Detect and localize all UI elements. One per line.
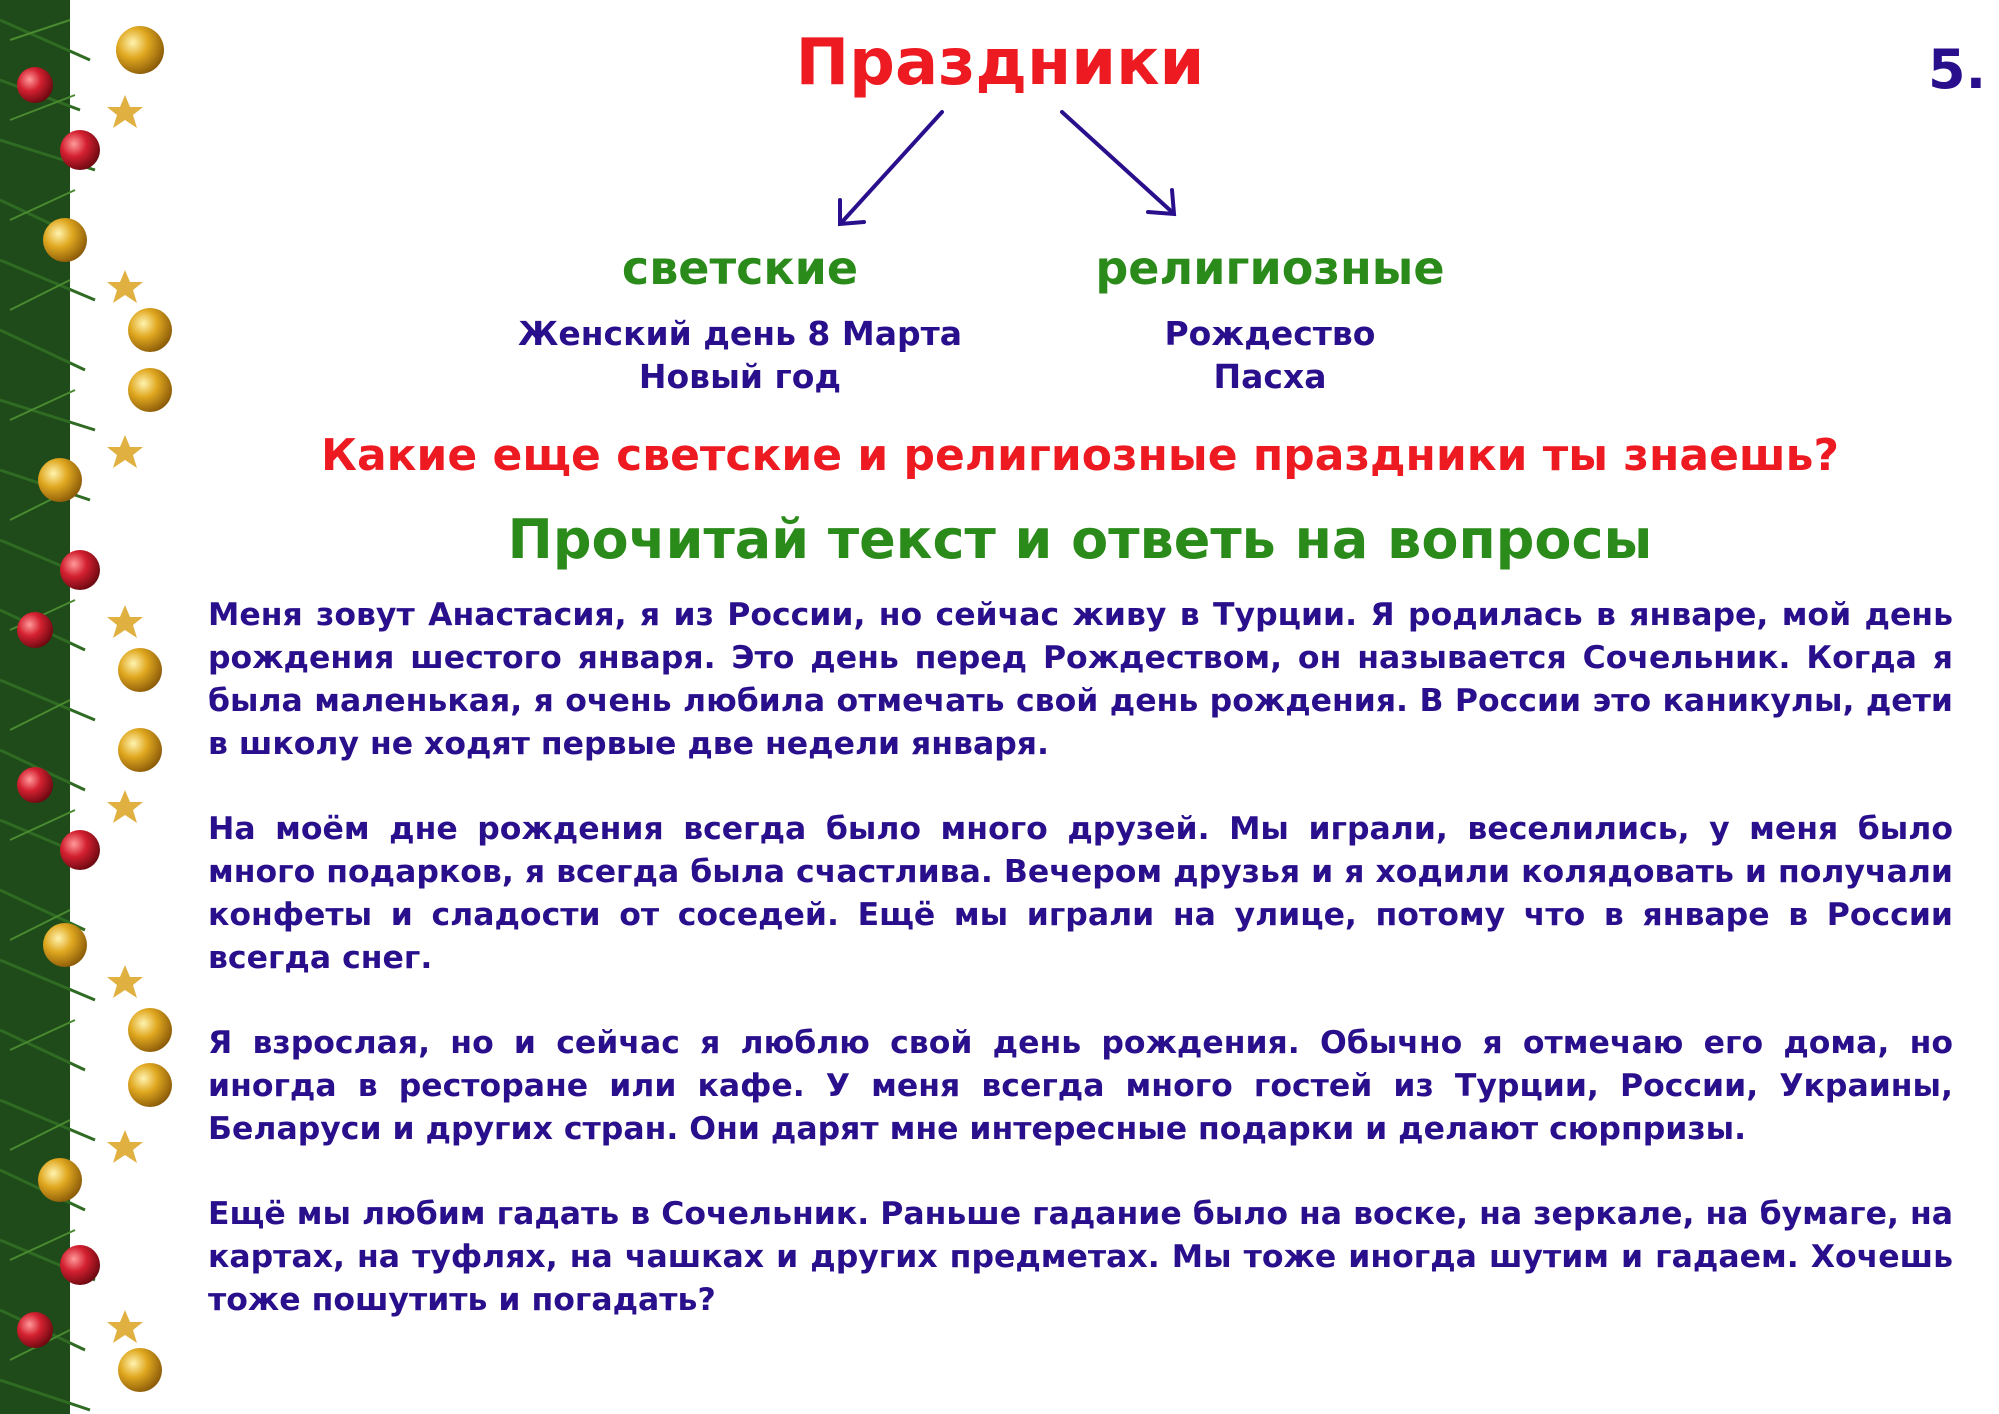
holidays-question: Какие еще светские и религиозные праздники ты знаешь?: [321, 430, 1839, 481]
secular-item: Женский день 8 Марта: [517, 314, 963, 353]
religious-item: Рождество: [1164, 314, 1376, 353]
reading-task-heading: Прочитай текст и ответь на вопросы: [507, 508, 1653, 571]
arrow-down-right-icon: [1062, 112, 1174, 214]
page-number: 5.: [1928, 38, 1987, 101]
text-paragraph: Ещё мы любим гадать в Сочельник. Раньше гадание было на воске, на зеркале, на бумаге, на картах, на туфлях, на чашках и других предметах. Мы тоже иногда шутим и гадаем. Хочешь тоже пошутить и погадать?: [208, 1196, 1953, 1318]
text-paragraph: На моём дне рождения всегда было много друзей. Мы играли, веселились, у меня было много подарков, я всегда была счастлива. Вечером друзья и я ходили колядовать и получали конфеты и сладости от соседей. Ещё мы играли на улице, потому что в январе в России всегда снег.: [208, 811, 1953, 976]
secular-title: светские: [621, 241, 859, 295]
secular-item: Новый год: [638, 357, 842, 396]
secular-holidays: [480, 240, 1000, 398]
page-title: Праздники: [795, 26, 1205, 100]
religious-holidays: [1010, 240, 1530, 398]
arrow-down-left-icon: [840, 112, 942, 224]
diagram-arrows: [800, 100, 1220, 240]
reading-text: [208, 594, 1953, 1364]
religious-title: религиозные: [1095, 241, 1445, 295]
christmas-garland-decoration: [0, 0, 185, 1414]
text-paragraph: Я взрослая, но и сейчас я люблю свой день рождения. Обычно я отмечаю его дома, но иногда в ресторане или кафе. У меня всегда много гостей из Турции, России, Украины, Беларуси и других стран. Они дарят мне интересные подарки и делают сюрпризы.: [208, 1025, 1953, 1147]
religious-item: Пасха: [1213, 357, 1327, 396]
text-paragraph: Меня зовут Анастасия, я из России, но сейчас живу в Турции. Я родилась в январе, мой день рождения шестого января. Это день перед Рождеством, он называется Сочельник. Когда я была маленькая, я очень любила отмечать свой день рождения. В России это каникулы, дети в школу не ходят первые две недели января.: [208, 597, 1953, 762]
